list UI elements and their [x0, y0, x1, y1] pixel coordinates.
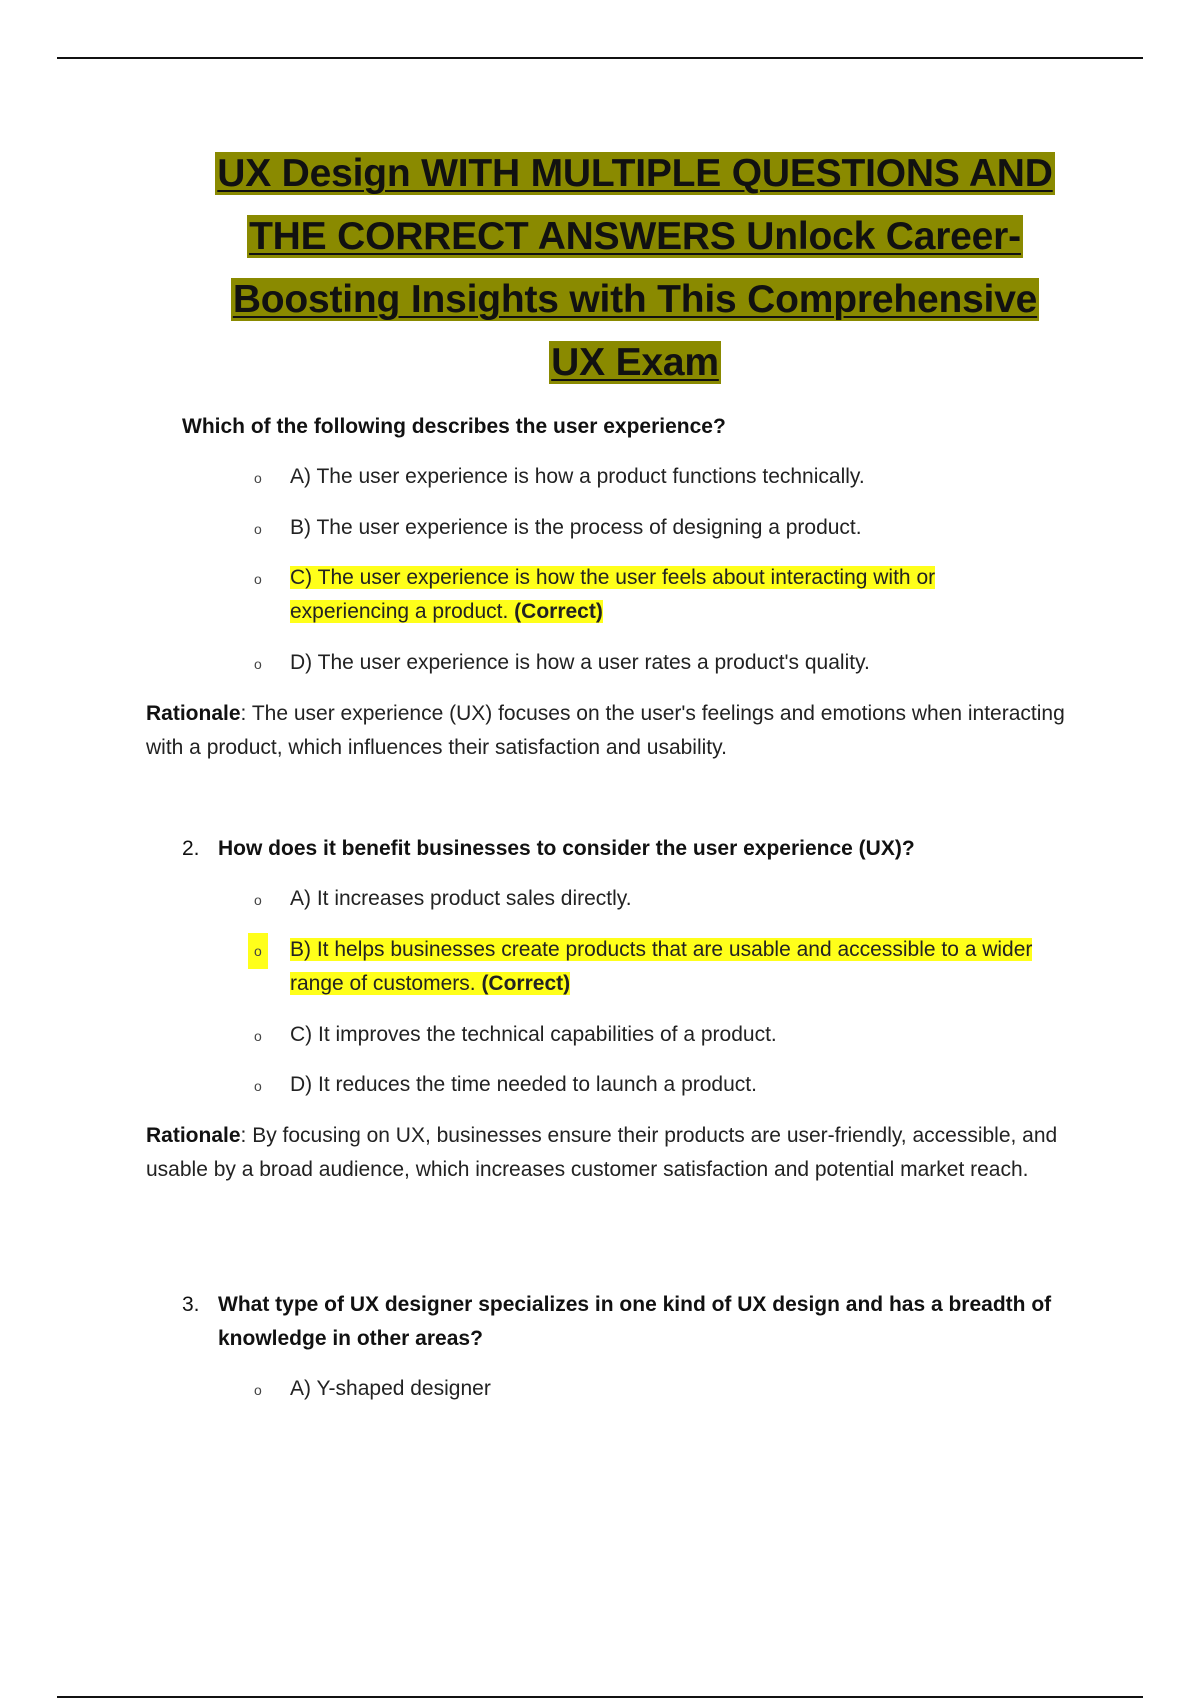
q1-option-b-text: B) The user experience is the process of designing a product. [290, 516, 862, 539]
correct-tag: (Correct) [481, 972, 571, 995]
q1-rationale [146, 697, 1086, 765]
title-line-1: UX Design WITH MULTIPLE QUESTIONS AND [217, 152, 1053, 195]
title-line-2: THE CORRECT ANSWERS Unlock Career- [249, 215, 1021, 258]
question-number: 3. [182, 1293, 200, 1316]
q1-option-d-text: D) The user experience is how a user rates a product's quality. [290, 651, 870, 674]
document-title [150, 142, 1120, 394]
q2-option-b-text: B) It helps businesses create products that are usable and accessible to a wider range of customers. [290, 938, 1033, 995]
correct-tag: (Correct) [514, 600, 603, 623]
question-1 [182, 410, 1102, 444]
bottom-rule [57, 1696, 1143, 1698]
bullet-icon: o [248, 933, 268, 969]
q3-option-a-text: A) Y-shaped designer [290, 1377, 491, 1400]
question-number: 2. [182, 837, 200, 860]
bullet-icon: o [254, 571, 262, 587]
highlighted-answer [290, 566, 935, 623]
q1-option-a-text: A) The user experience is how a product functions technically. [290, 465, 865, 488]
bullet-icon: o [254, 892, 262, 908]
question-2 [182, 832, 1102, 866]
rationale-text: : By focusing on UX, businesses ensure their products are user-friendly, accessible, and usable by a broad audience, which increases customer satisfaction and potential market reach. [146, 1124, 1058, 1181]
bullet-icon: o [254, 1028, 262, 1044]
bullet-icon: o [254, 521, 262, 537]
q2-option-c-text: C) It improves the technical capabilities of a product. [290, 1023, 777, 1046]
bullet-icon: o [254, 470, 262, 486]
q1-option-b [254, 511, 1074, 545]
title-line-4: UX Exam [551, 341, 719, 384]
highlighted-answer [290, 938, 1032, 995]
q1-option-a [254, 460, 1074, 494]
q1-option-d [254, 646, 1074, 680]
question-3-text: What type of UX designer specializes in one kind of UX design and has a breadth of knowledge in other areas? [218, 1293, 1052, 1350]
bullet-icon: o [254, 1382, 262, 1398]
title-line-3: Boosting Insights with This Comprehensive [232, 278, 1038, 321]
question-1-text: Which of the following describes the user experience? [182, 415, 726, 438]
q2-rationale [146, 1119, 1086, 1187]
bullet-icon: o [254, 1078, 262, 1094]
q2-option-b-correct [254, 933, 1064, 1001]
q2-option-c [254, 1018, 1074, 1052]
bullet-icon: o [254, 656, 262, 672]
q3-option-a [254, 1372, 1074, 1406]
rationale-text: : The user experience (UX) focuses on the user's feelings and emotions when interacting with a product, which influences their satisfaction and usability. [146, 702, 1065, 759]
q1-option-c-correct [254, 561, 1014, 629]
q2-option-a-text: A) It increases product sales directly. [290, 887, 632, 910]
top-rule [57, 57, 1143, 59]
q2-option-d [254, 1068, 1074, 1102]
q2-option-d-text: D) It reduces the time needed to launch a product. [290, 1073, 757, 1096]
rationale-label: Rationale [146, 1124, 241, 1147]
q2-option-a [254, 882, 1074, 916]
question-2-text: How does it benefit businesses to consider the user experience (UX)? [218, 837, 915, 860]
rationale-label: Rationale [146, 702, 241, 725]
q1-option-c-text: C) The user experience is how the user feels about interacting with or experiencing a product. [290, 566, 936, 623]
question-3 [182, 1288, 1102, 1356]
